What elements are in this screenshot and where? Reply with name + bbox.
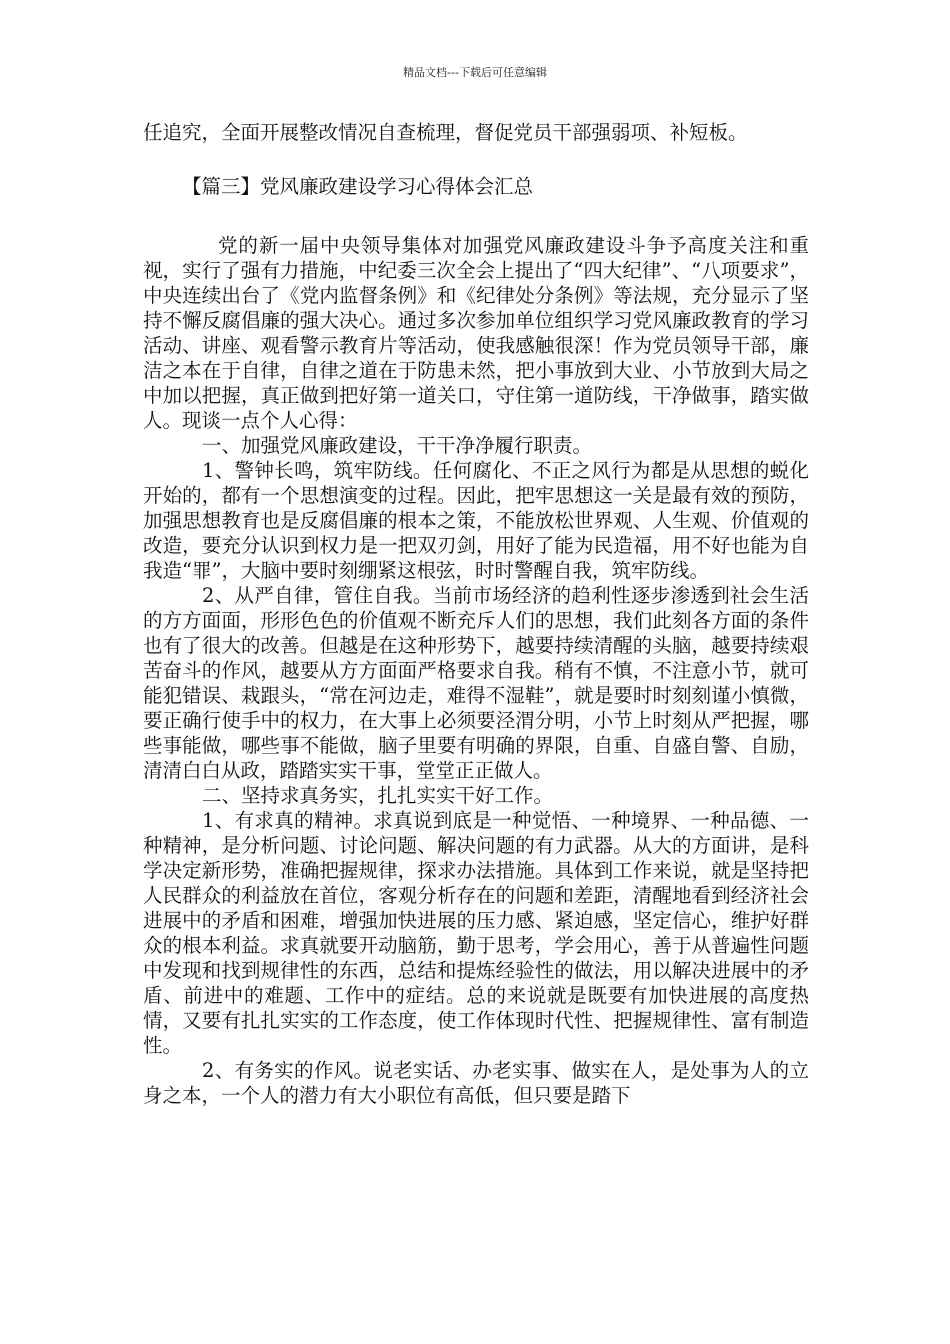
paragraph-2-1: 1、有求真的精神。求真说到底是一种觉悟、一种境界、一种品德、一种精神，是分析问题、讨论问题、解决问题的有力武器。从大的方面讲，是科学决定新形势，准确把握规律，探求办法措施。具体到工作来说，就是坚持把人民群众的利益放在首位，客观分析存在的问题和差距，清醒地看到经济社会进展中的矛盾和困难，增强加快进展的压力感、紧迫感，坚定信心，维护好群众的根本利益。求真就要开动脑筋，勤于思考，学会用心，善于从普遍性问题中发现和找到规律性的东西，总结和提炼经验性的做法，用以解决进展中的矛盾、前进中的难题、工作中的症结。总的来说就是既要有加快进展的高度热情，又要有扎扎实实的工作态度，使工作体现时代性、把握规律性、富有制造性。	[143, 809, 809, 1057]
page-header: 精品文档---下载后可任意编辑	[403, 66, 547, 79]
paragraph-1-2: 2、从严自律，管住自我。当前市场经济的趋利性逐步渗透到社会生活的方方面面，形形色色的价值观不断充斥人们的思想，我们此刻各方面的条件也有了很大的改善。但越是在这种形势下，越要持续清醒的头脑，越要持续艰苦奋斗的作风，越要从方方面面严格要求自我。稍有不慎，不注意小节，就可能犯错误、栽跟头，“常在河边走，难得不湿鞋”，就是要时时刻刻谨小慎微，要正确行使手中的权力，在大事上必须要泾渭分明，小节上时刻从严把握，哪些事能做，哪些事不能做，脑子里要有明确的界限，自重、自盛自警、自励，清清白白从政，踏踏实实干事，堂堂正正做人。	[143, 584, 809, 782]
section-title: 【篇三】党风廉政建设学习心得体会汇总	[182, 175, 534, 198]
heading-one: 一、加强党风廉政建设，干干净净履行职责。	[202, 434, 593, 457]
heading-two: 二、坚持求真务实，扎扎实实干好工作。	[202, 784, 554, 807]
continuation-paragraph: 任追究，全面开展整改情况自查梳理，督促党员干部强弱项、补短板。	[143, 121, 748, 144]
intro-paragraph: 党的新一届中央领导集体对加强党风廉政建设斗争予高度关注和重视，实行了强有力措施，中纪委三次全会上提出了“四大纪律”、“八项要求”，中央连续出台了《党内监督条例》和《纪律处分条例》等法规，充分显示了坚持不懈反腐倡廉的强大决心。通过多次参加单位组织学习党风廉政教育的学习活动、讲座、观看警示教育片等活动，使我感触很深！作为党员领导干部，廉洁之本在于自律，自律之道在于防患未然，把小事放到大业、小节放到大局之中加以把握，真正做到把好第一道关口，守住第一道防线，干净做事，踏实做人。现谈一点个人心得：	[143, 234, 809, 432]
document-body	[143, 120, 809, 1108]
paragraph-1-1: 1、警钟长鸣，筑牢防线。任何腐化、不正之风行为都是从思想的蜕化开始的，都有一个思想演变的过程。因此，把牢思想这一关是最有效的预防，加强思想教育也是反腐倡廉的根本之策，不能放松世界观、人生观、价值观的改造，要充分认识到权力是一把双刃剑，用好了能为民造福，用不好也能为自我造“罪”，大脑中要时刻绷紧这根弦，时时警醒自我，筑牢防线。	[143, 459, 809, 582]
paragraph-2-2: 2、有务实的作风。说老实话、办老实事、做实在人，是处事为人的立身之本，一个人的潜力有大小职位有高低，但只要是踏下	[143, 1059, 809, 1107]
